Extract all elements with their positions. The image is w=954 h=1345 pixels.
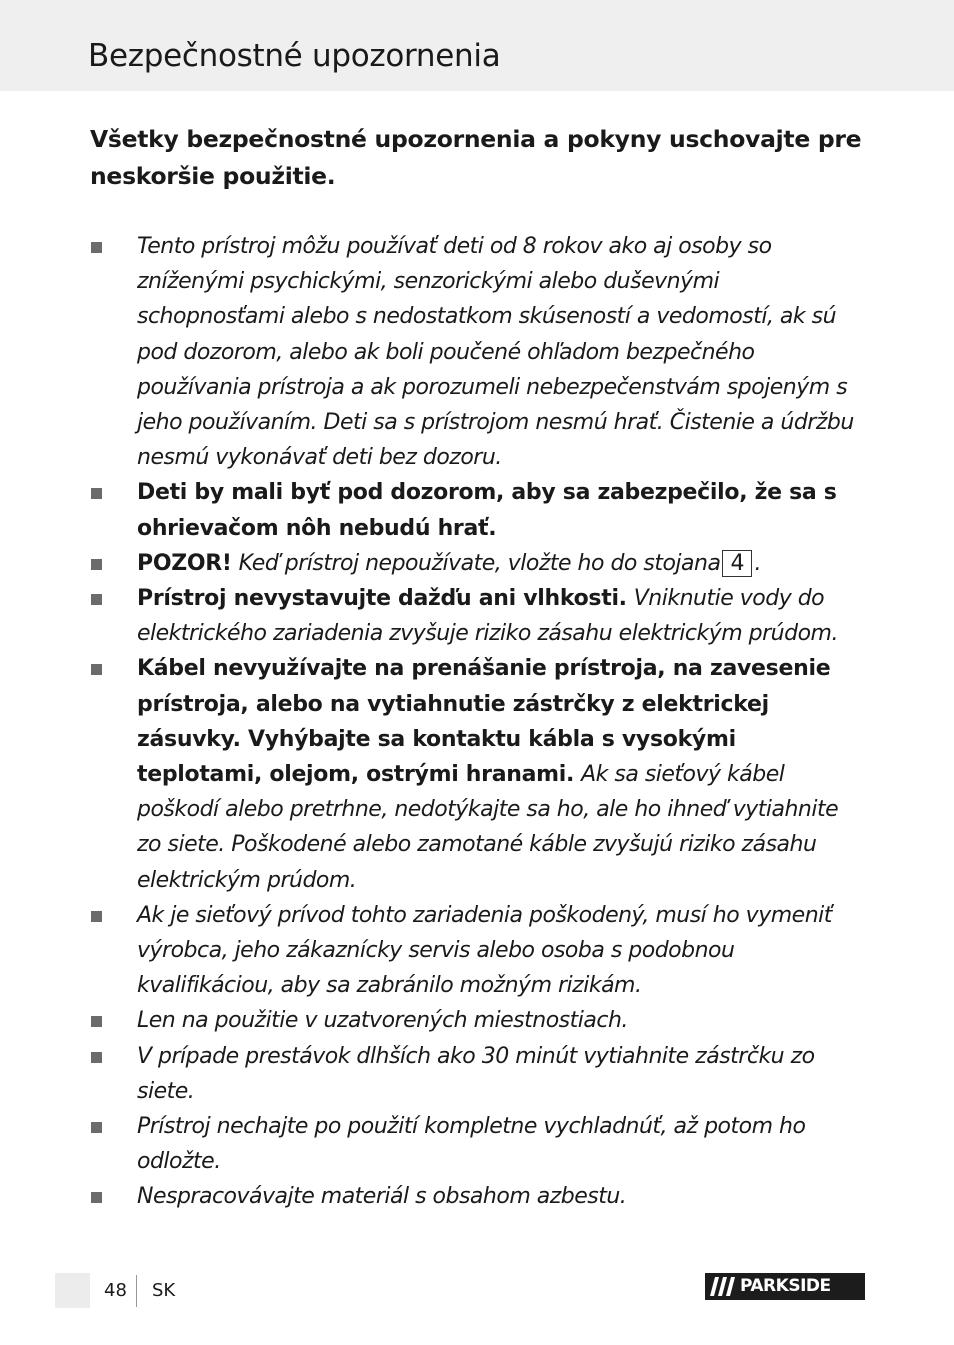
safety-list	[0, 229, 954, 1215]
item-bold-text: Kábel nevyužívajte na prenášanie prístroja, na zavesenie prístroja, alebo na vytiahnutie zástrčky z elektrickej zásuvky. Vyhýbajte sa kontaktu kábla s vysokými teplotami, olejom, ostrými hranami.	[137, 656, 831, 788]
item-text: Keď prístroj nepoužívate, vložte ho do stojana	[238, 550, 721, 576]
square-bullet-icon	[91, 242, 102, 253]
item-bold-text: POZOR!	[137, 550, 232, 576]
item-bold-text: Deti by mali byť pod dozorom, aby sa zabezpečilo, že sa s ohrievačom nôh nebudú hrať.	[137, 480, 837, 541]
square-bullet-icon	[91, 1122, 102, 1133]
figure-reference: 4	[722, 550, 752, 577]
item-bold-text: Prístroj nevystavujte dažďu ani vlhkosti.	[137, 586, 627, 612]
list-item	[0, 546, 954, 581]
list-item	[0, 581, 954, 651]
list-item	[0, 1109, 954, 1179]
item-text: V prípade prestávok dlhších ako 30 minút vytiahnite zástrčku zo siete.	[137, 1043, 815, 1104]
footer-divider	[136, 1275, 137, 1307]
square-bullet-icon	[91, 594, 102, 605]
square-bullet-icon	[91, 1192, 102, 1203]
item-text: Ak sa sieťový kábel poškodí alebo pretrhne, nedotýkajte sa ho, ale ho ihneď vytiahnite zo siete. Poškodené alebo zamotané káble zvyšujú riziko zásahu elektrickým prúdom.	[137, 762, 839, 893]
logo-text: PARKSIDE	[740, 1276, 831, 1296]
page-title: Bezpečnostné upozornenia	[88, 38, 501, 74]
list-item	[0, 1039, 954, 1109]
square-bullet-icon	[91, 559, 102, 570]
square-bullet-icon	[91, 664, 102, 675]
list-item	[0, 1003, 954, 1038]
square-bullet-icon	[91, 1016, 102, 1027]
square-bullet-icon	[91, 488, 102, 499]
item-text: Ak je sieťový prívod tohto zariadenia poškodený, musí ho vymeniť výrobca, jeho zákaznícky servis alebo osoba s podobnou kvalifikáciou, aby sa zabránilo možným rizikám.	[137, 902, 832, 999]
item-text: Tento prístroj môžu používať deti od 8 rokov ako aj osoby so zníženými psychickými, senzorickými alebo duševnými schopnosťami alebo s nedostatkom skúseností a vedomostí, ak sú pod dozorom, alebo ak boli poučené ohľadom bezpečného používania prístroja a ak porozumeli nebezpečenstvám spojeným s jeho používaním. Deti sa s prístrojom nesmú hrať. Čistenie a údržbu nesmú vykonávať deti bez dozoru.	[137, 234, 854, 471]
list-item	[0, 1179, 954, 1214]
language-code: SK	[152, 1280, 176, 1301]
list-item	[0, 229, 954, 475]
list-item	[0, 475, 954, 545]
page-number: 48	[104, 1280, 127, 1301]
intro-notice: Všetky bezpečnostné upozornenia a pokyny uschovajte pre neskoršie použitie.	[90, 125, 862, 190]
footer-marker	[55, 1273, 90, 1308]
item-tail: .	[754, 550, 761, 576]
logo-stripes-icon	[710, 1277, 736, 1296]
list-item	[0, 651, 954, 897]
square-bullet-icon	[91, 1052, 102, 1063]
item-text: Nespracovávajte materiál s obsahom azbestu.	[137, 1184, 627, 1210]
parkside-logo	[705, 1273, 865, 1300]
item-text: Prístroj nechajte po použití kompletne vychladnúť, až potom ho odložte.	[137, 1114, 806, 1175]
item-text: Len na použitie v uzatvorených miestnostiach.	[137, 1008, 628, 1034]
square-bullet-icon	[91, 911, 102, 922]
item-text: Vniknutie vody do elektrického zariadenia zvyšuje riziko zásahu elektrickým prúdom.	[137, 586, 838, 647]
list-item	[0, 898, 954, 1004]
